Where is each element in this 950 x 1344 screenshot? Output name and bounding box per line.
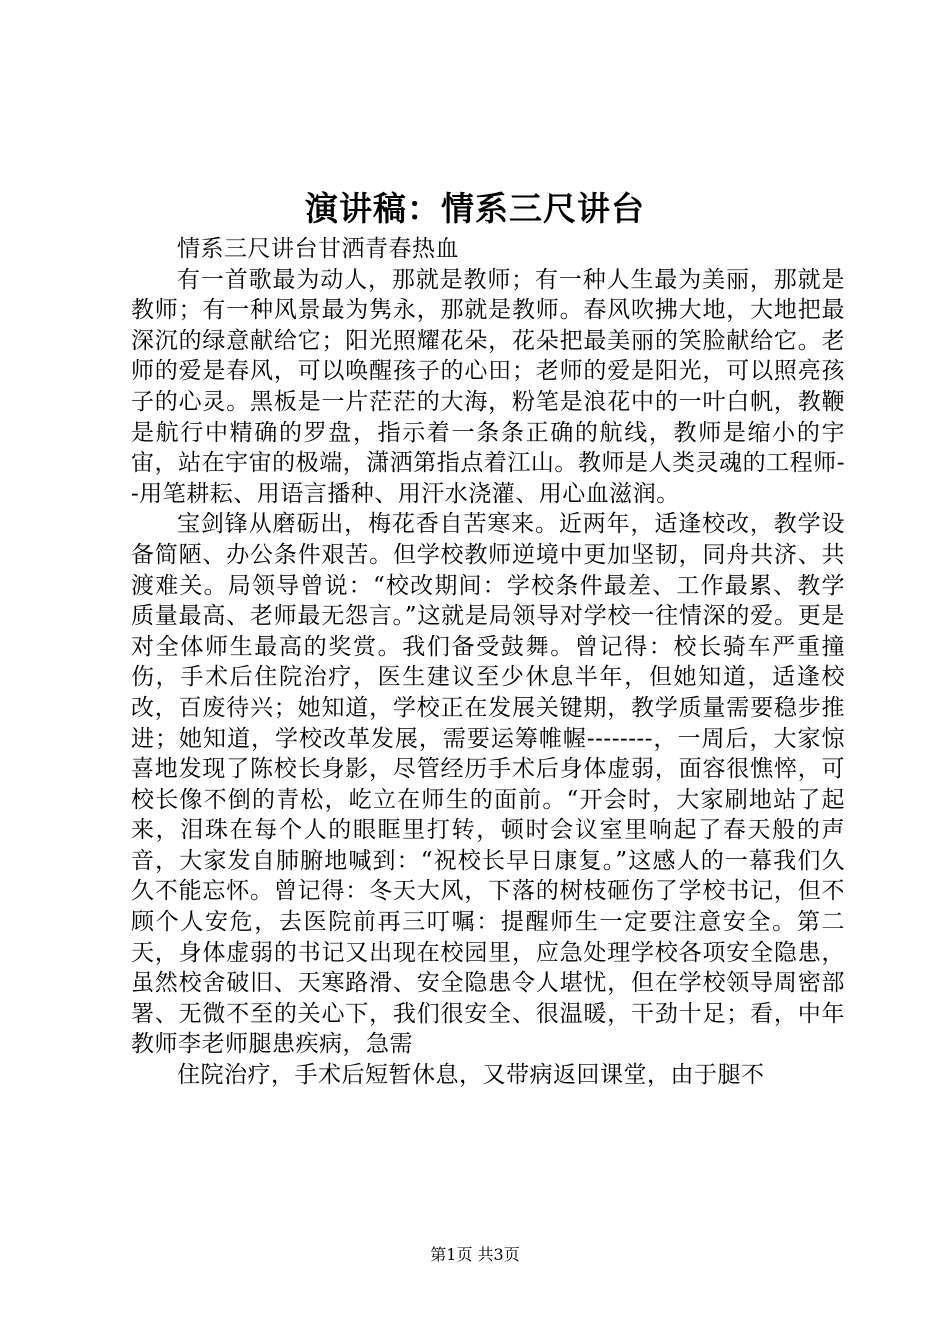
document-title: 演讲稿：情系三尺讲台 [305, 189, 645, 228]
paragraph: 住院治疗，手术后短暂休息，又带病返回课堂，由于腿不 [177, 1062, 765, 1089]
page-footer: 第1页 共3页 [430, 1245, 520, 1264]
document-body [131, 234, 845, 1091]
paragraph: 有一首歌最为动人，那就是教师；有一种人生最为美丽，那就是教师；有一种风景最为隽永，那就是教师。春风吹拂大地，大地把最深沉的绿意献给它；阳光照耀花朵，花朵把最美丽的笑脸献给它。老师的爱是春风，可以唤醒孩子的心田；老师的爱是阳光，可以照亮孩子的心灵。黑板是一片茫茫的大海，粉笔是浪花中的一叶白帆，教鞭是航行中精确的罗盘，指示着一条条正确的航线，教师是缩小的宇宙，站在宇宙的极端，潇洒第指点着江山。教师是人类灵魂的工程师--用笔耕耘、用语言播种、用汗水浇灌、用心血滋润。 [131, 266, 845, 507]
paragraph-subtitle: 情系三尺讲台甘洒青春热血 [177, 236, 459, 262]
paragraph: 宝剑锋从磨砺出，梅花香自苦寒来。近两年，适逢校改，教学设备简陋、办公条件艰苦。但学校教师逆境中更加坚韧，同舟共济、共渡难关。局领导曾说：“校改期间：学校条件最差、工作最累、教学质量最高、老师最无怨言。”这就是局领导对学校一往情深的爱。更是对全体师生最高的奖赏。我们备受鼓舞。曾记得：校长骑车严重撞伤，手术后住院治疗，医生建议至少休息半年，但她知道，适逢校改，百废待兴；她知道，学校正在发展关键期，教学质量需要稳步推进；她知道，学校改革发展，需要运筹帷幄--------，一周后，大家惊喜地发现了陈校长身影，尽管经历手术后身体虚弱，面容很憔悴，可校长像不倒的青松，屹立在师生的面前。“开会时，大家刷地站了起来，泪珠在每个人的眼眶里打转，顿时会议室里响起了春天般的声音，大家发自肺腑地喊到：“祝校长早日康复。”这感人的一幕我们久久不能忘怀。曾记得：冬天大风，下落的树枝砸伤了学校书记，但不顾个人安危，去医院前再三叮嘱：提醒师生一定要注意安全。第二天，身体虚弱的书记又出现在校园里，应急处理学校各项安全隐患，虽然校舍破旧、天寒路滑、安全隐患令人堪忧，但在学校领导周密部署、无微不至的关心下，我们很安全、很温暖，干劲十足；看，中年教师李老师腿患疾病，急需 [131, 511, 845, 1058]
